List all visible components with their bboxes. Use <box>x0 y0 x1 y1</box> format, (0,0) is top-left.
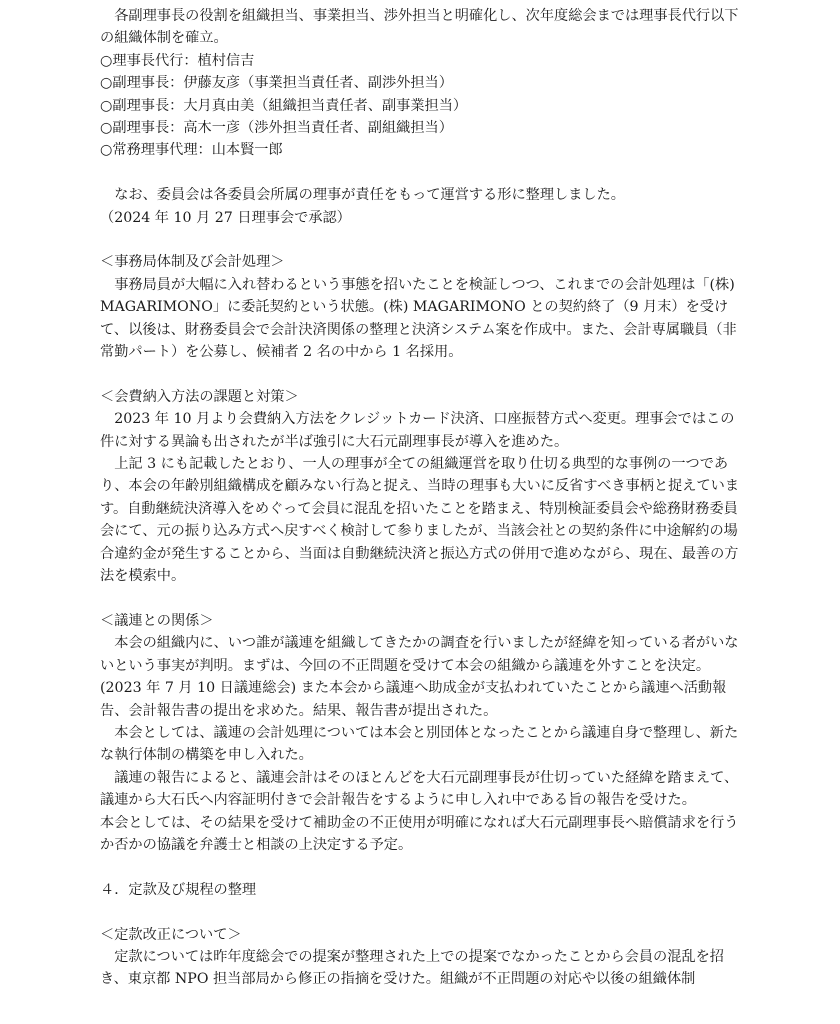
secretariat-paragraph: 事務局員が大幅に入れ替わるという事態を招いたことを検証しつつ、これまでの会計処理は「(株) MAGARIMONO」に委託契約という状態。(株) MAGARIMONO との契約終了（9 月末）を受けて、以後は、財務委員会で会計決済関係の整理と決済システム案を作成中。また、会計専属職員（非常勤パート）を公募し、候補者 2 名の中から 1 名採用。 <box>100 276 737 361</box>
spacer <box>100 363 742 385</box>
giren-heading: ＜議連との関係＞ <box>100 612 214 629</box>
officer-vice-chair-1: ○副理事長：伊藤友彦（事業担当責任者、副渉外担当） <box>100 75 453 92</box>
spacer <box>100 901 742 923</box>
spacer <box>100 229 742 251</box>
section-4-heading: ４．定款及び規程の整理 <box>100 881 257 898</box>
officer-vice-chair-2: ○副理事長：大月真由美（組織担当責任者、副事業担当） <box>100 97 468 114</box>
giren-paragraph-4: 本会としては、その結果を受けて補助金の不正使用が明確になれば大石元副理事長へ賠償請求を行うか否かの協議を弁護士と相談の上決定する予定。 <box>100 814 739 853</box>
fees-heading: ＜会費納入方法の課題と対策＞ <box>100 388 299 405</box>
spacer <box>100 856 742 878</box>
approval-note: （2024 年 10 月 27 日理事会で承認） <box>100 209 351 226</box>
committee-note: なお、委員会は各委員会所属の理事が責任をもって運営する形に整理しました。 <box>114 187 625 204</box>
giren-paragraph-3: 議連の報告によると、議連会計はそのほとんどを大石元副理事長が仕切っていた経緯を踏まえて、議連から大石氏へ内容証明付きで会計報告をするように申し入れ中である旨の報告を受けた。 <box>100 769 739 809</box>
spacer <box>100 162 742 184</box>
articles-subheading: ＜定款改正について＞ <box>100 926 242 943</box>
document-page <box>100 5 742 991</box>
secretariat-heading: ＜事務局体制及び会計処理＞ <box>100 254 285 271</box>
spacer <box>100 588 742 610</box>
giren-paragraph-2: 本会としては、議連の会計処理については本会と別団体となったことから議連自身で整理し、新たな執行体制の構築を申し入れた。 <box>100 724 739 764</box>
intro-paragraph: 各副理事長の役割を組織担当、事業担当、渉外担当と明確化し、次年度総会までは理事長代行以下の組織体制を確立。 <box>100 8 739 47</box>
articles-paragraph: 定款については昨年度総会での提案が整理された上での提案でなかったことから会員の混乱を招き、東京都 NPO 担当部局から修正の指摘を受けた。組織が不正問題の対応や以後の組織体制 <box>100 948 724 988</box>
officer-vice-chair-3: ○副理事長：高木一彦（渉外担当責任者、副組織担当） <box>100 120 453 137</box>
fees-paragraph-1: 2023 年 10 月より会費納入方法をクレジットカード決済、口座振替方式へ変更。理事会ではこの件に対する異論も出されたが半ば強引に大石元副理事長が導入を進めた。 <box>100 411 735 450</box>
giren-paragraph-1: 本会の組織内に、いつ誰が議連を組織してきたかの調査を行いましたが経緯を知っている者がいないという事実が判明。まずは、今回の不正問題を受けて本会の組織から議連を外すことを決定。(2023 年 7 月 10 日議連総会) また本会から議連へ助成金が支払われていたことから議連へ活動報告、会計報告書の提出を求めた。結果、報告書が提出された。 <box>100 635 739 719</box>
officer-acting-chair: ○理事長代行：植村信吉 <box>100 52 255 69</box>
officer-managing-director: ○常務理事代理：山本賢一郎 <box>100 142 283 159</box>
fees-paragraph-2: 上記 3 にも記載したとおり、一人の理事が全ての組織運営を取り仕切る典型的な事例の一つであり、本会の年齢別組織構成を顧みない行為と捉え、当時の理事も大いに反省すべき事柄と捉えています。自動継続決済導入をめぐって会員に混乱を招いたことを踏まえ、特別検証委員会や総務財務委員会にて、元の振り込み方式へ戻すべく検討して参りましたが、当該会社との契約条件に中途解約の場合違約金が発生することから、当面は自動継続決済と振込方式の併用で進めながら、現在、最善の方法を模索中。 <box>100 456 740 585</box>
